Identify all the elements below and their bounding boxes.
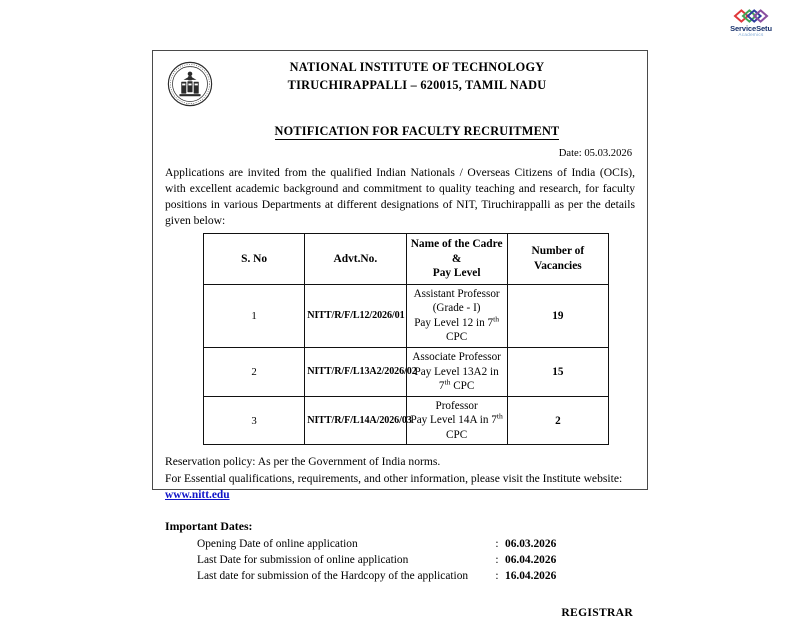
pay-level [409,365,505,394]
header-cadre [406,233,507,284]
letterhead [165,59,635,111]
pay-level-prefix: Pay Level 12 in 7 [414,316,494,329]
svg-text:. . . . .: . . . . . [186,100,194,105]
date-colon: : [495,570,499,583]
header-cadre-line-2: Pay Level [432,267,481,280]
date-label: Opening Date of online application [197,537,358,550]
pay-level-ordinal: th [496,411,503,421]
header-advt-no: Advt.No. [305,233,406,284]
pay-level-suffix: CPC [446,331,468,344]
pay-level-ordinal: th [493,314,500,324]
table-row [204,347,609,396]
date-value: 06.04.2026 [505,553,557,566]
cell-vacancies: 19 [507,284,608,347]
notification-heading [165,124,635,139]
notes-block [165,454,635,503]
header-sno: S. No [204,233,305,284]
cadre-name: Associate Professor [412,350,501,363]
servicesetu-watermark [716,8,786,44]
pay-level-suffix: CPC [450,380,475,393]
cell-advt-no: NITT/R/F/L13A2/2026/02 [305,347,406,396]
important-dates-section [165,519,635,585]
notification-heading-text: NOTIFICATION FOR FACULTY RECRUITMENT [274,124,560,138]
date-colon: : [495,553,499,566]
date-row [197,568,556,584]
cell-cadre [406,396,507,445]
org-line-1: NATIONAL INSTITUTE OF TECHNOLOGY [289,60,545,74]
signature-registrar: REGISTRAR [561,606,633,619]
pay-level-suffix: CPC [446,428,468,441]
date-colon: : [495,537,499,550]
cell-advt-no: NITT/R/F/L12/2026/01 [305,284,406,347]
cell-vacancies: 15 [507,347,608,396]
header-vacancies-line-2: Vacancies [534,259,582,272]
svg-text:. . . . . . .: . . . . . . . [185,64,195,69]
cadre-name: Professor [435,399,478,412]
org-line-2: TIRUCHIRAPPALLI – 620015, TAMIL NADU [287,77,547,92]
institute-website-link[interactable]: www.nitt.edu [165,488,230,501]
vacancy-table-container [165,233,635,445]
important-dates-heading: Important Dates: [165,518,253,533]
vacancy-table [203,233,609,445]
header-vacancies-line-1: Number of [531,245,585,258]
date-label: Last Date for submission of online application [197,553,409,566]
date-label: Last date for submission of the Hardcopy of the application [197,570,469,583]
brand-subtitle: Academics [738,32,764,37]
cadre-name: Assistant Professor (Grade - I) [413,287,500,315]
reservation-policy-note: Reservation policy: As per the Government of India norms. [165,455,441,469]
date-value: 16.04.2026 [505,570,557,583]
interlocking-diamonds-icon [716,8,786,24]
pay-level [409,316,505,345]
cell-sno: 2 [204,347,305,396]
cell-sno: 1 [204,284,305,347]
table-header-row [204,233,609,284]
cell-vacancies: 2 [507,396,608,445]
header-vacancies [507,233,608,284]
cell-cadre [406,284,507,347]
pay-level-prefix: Pay Level 14A in 7 [410,414,497,427]
brand-name: ServiceSetu [730,24,772,33]
cell-advt-no: NITT/R/F/L14A/2026/03 [305,396,406,445]
cell-cadre [406,347,507,396]
pay-level [409,413,505,442]
date-row [197,552,556,568]
pay-level-ordinal: th [444,377,451,387]
pay-level-prefix: Pay Level 13A2 in 7 [414,365,499,393]
intro-paragraph: Applications are invited from the qualified Indian Nationals / Overseas Citizens of India (OCIs), with excellent academic background and commitment to quality teaching and research, for faculty positions in various Departments at different designations of NIT, Tiruchirappalli as per the details given below: [165,166,635,227]
table-row [204,284,609,347]
essential-info-note: For Essential qualifications, requirements, and other information, please visit the Institute website: [165,471,623,485]
important-dates-table [197,536,556,585]
nit-trichy-seal-icon [167,61,213,107]
institute-title [165,59,635,95]
cell-sno: 3 [204,396,305,445]
date-value: 06.03.2026 [505,537,557,550]
table-row [204,396,609,445]
document-date: Date: 05.03.2026 [558,148,632,159]
header-cadre-line-1: Name of the Cadre & [410,237,503,265]
notification-document [152,50,648,619]
